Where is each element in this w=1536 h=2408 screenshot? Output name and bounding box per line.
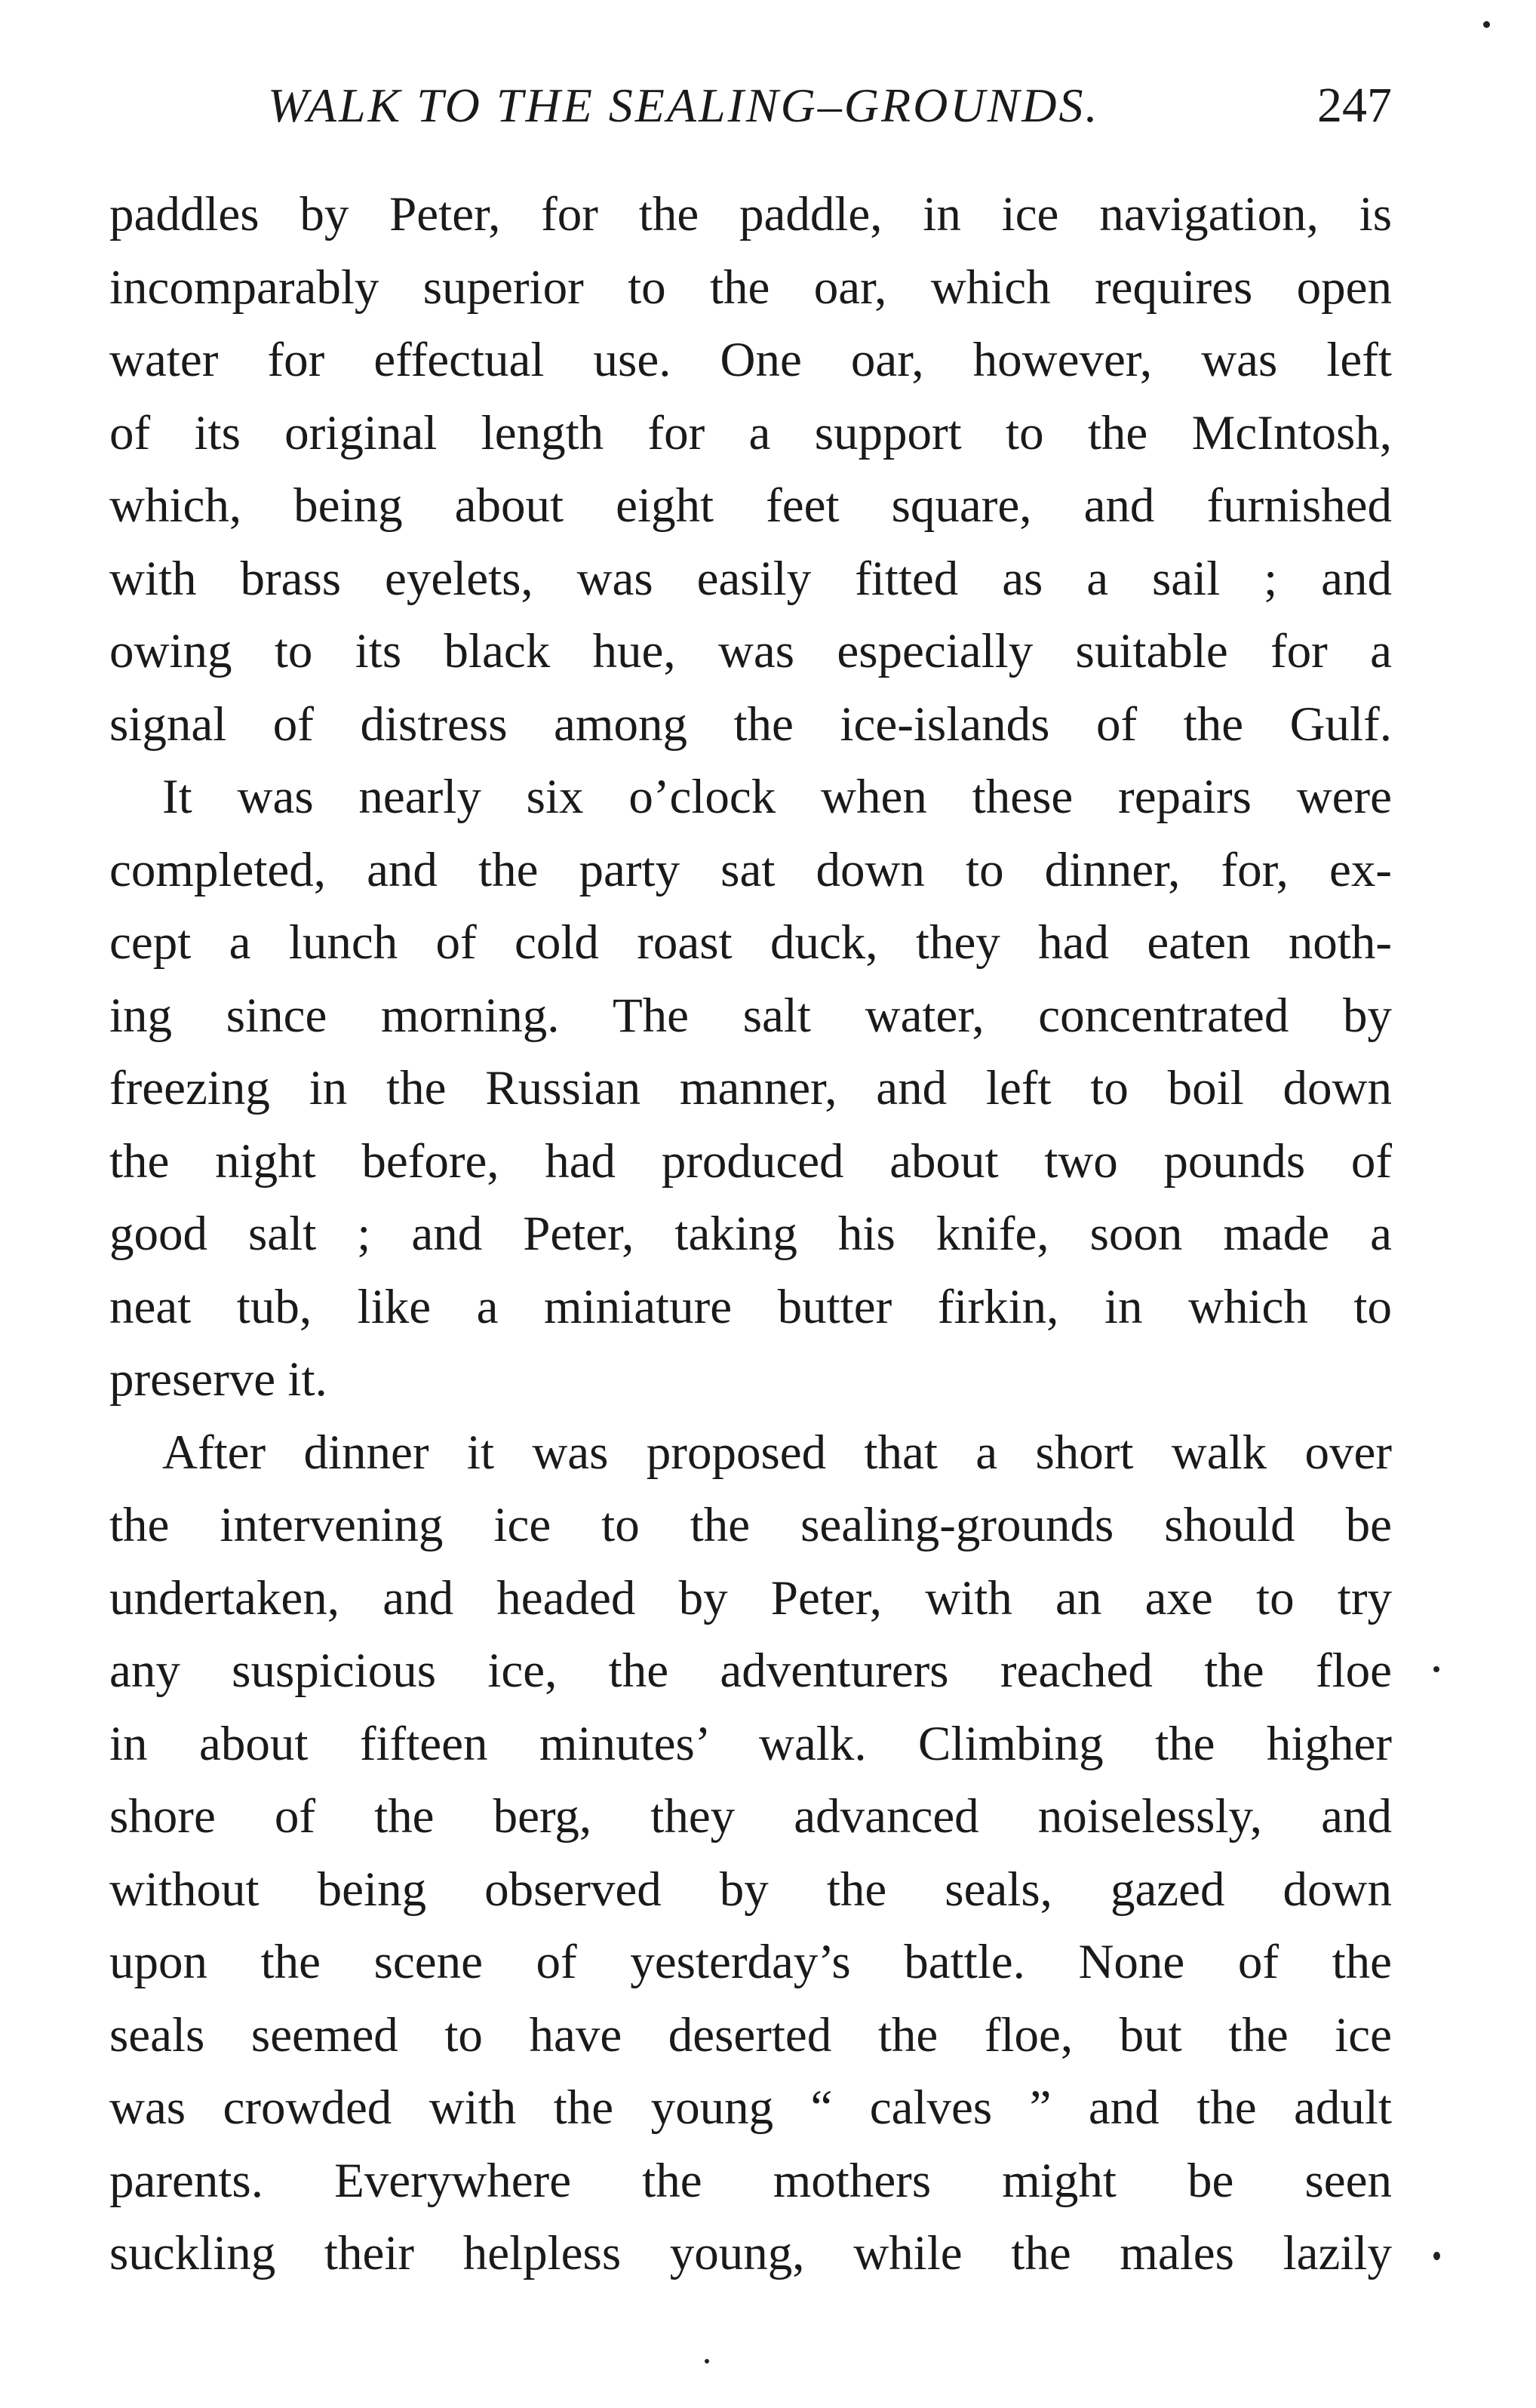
text-line: without being observed by the seals, gazed down — [109, 1862, 1392, 1917]
page-number: 247 — [1317, 78, 1392, 133]
text-line: incomparably superior to the oar, which requires open — [109, 260, 1392, 315]
text-line: undertaken, and headed by Peter, with an axe to try — [109, 1570, 1392, 1625]
text-line: After dinner it was proposed that a short walk over — [162, 1425, 1392, 1480]
text-line: of its original length for a support to the McIntosh, — [109, 405, 1392, 460]
text-line: was crowded with the young “ calves ” and the adult — [109, 2080, 1392, 2135]
paragraph-3 — [109, 1416, 1392, 2290]
text-line: upon the scene of yesterday’s battle. None of the — [109, 1935, 1392, 1989]
text-line: owing to its black hue, was especially suitable for a — [109, 624, 1392, 678]
text-line: with brass eyelets, was easily fitted as a sail ; and — [109, 551, 1392, 606]
paragraph-1 — [109, 178, 1392, 761]
scan-speck — [1433, 2252, 1440, 2260]
text-line: the night before, had produced about two pounds of — [109, 1133, 1392, 1189]
scan-speck — [1483, 21, 1490, 28]
text-line: ing since morning. The salt water, concentrated by — [109, 988, 1392, 1043]
running-head: WALK TO THE SEALING–GROUNDS. — [268, 78, 1100, 132]
text-line: neat tub, like a miniature butter firkin, in which to — [109, 1279, 1392, 1334]
text-line: which, being about eight feet square, and furnished — [109, 478, 1392, 533]
paragraph-2 — [109, 761, 1392, 1416]
text-line: water for effectual use. One oar, however, was left — [109, 333, 1392, 387]
text-line: parents. Everywhere the mothers might be seen — [109, 2153, 1392, 2208]
text-line: completed, and the party sat down to dinner, for, ex- — [109, 842, 1392, 897]
text-line: suckling their helpless young, while the males lazily — [109, 2226, 1392, 2280]
text-line: It was nearly six o’clock when these repairs were — [162, 770, 1392, 824]
text-line: seals seemed to have deserted the floe, but the ice — [109, 2007, 1392, 2062]
text-line: any suspicious ice, the adventurers reached the floe — [109, 1644, 1392, 1698]
text-line: good salt ; and Peter, taking his knife, soon made a — [109, 1207, 1392, 1261]
text-line: the intervening ice to the sealing-grounds should be — [109, 1498, 1392, 1552]
page-header — [109, 72, 1392, 140]
text-line: in about fifteen minutes’ walk. Climbing the higher — [109, 1716, 1392, 1771]
text-line: freezing in the Russian manner, and left to boil down — [109, 1061, 1392, 1115]
text-line: cept a lunch of cold roast duck, they had eaten noth- — [109, 915, 1392, 970]
text-line: signal of distress among the ice-islands of the Gulf. — [109, 697, 1392, 752]
text-line: paddles by Peter, for the paddle, in ice navigation, is — [109, 187, 1392, 241]
text-line: shore of the berg, they advanced noiselessly, and — [109, 1789, 1392, 1844]
scan-speck — [705, 2359, 709, 2363]
text-body — [109, 178, 1392, 2290]
text-line: preserve it. — [109, 1352, 327, 1407]
scan-speck — [1433, 1666, 1439, 1672]
